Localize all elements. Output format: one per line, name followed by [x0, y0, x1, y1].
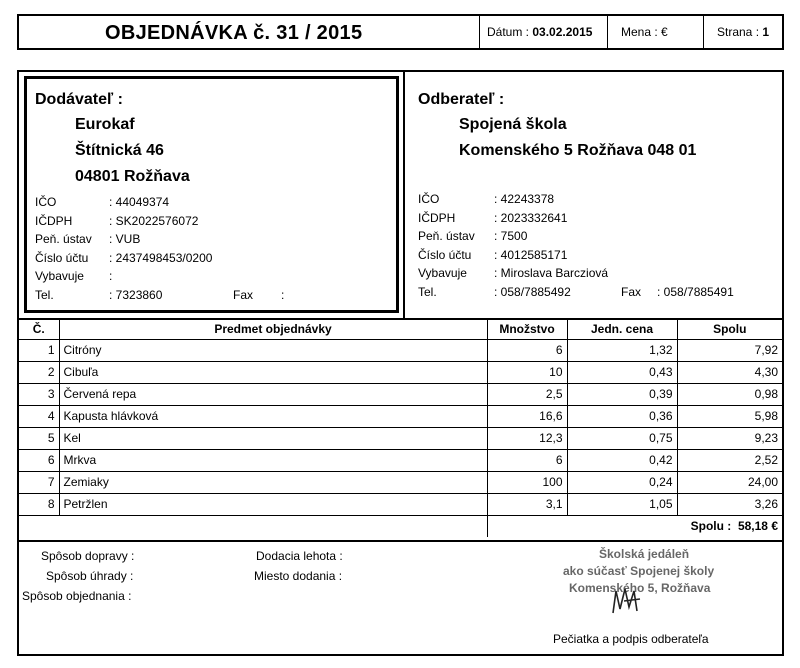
row-number: 6: [19, 449, 59, 471]
col-qty-header: Množstvo: [487, 320, 567, 339]
row-item: Kapusta hlávková: [59, 405, 487, 427]
row-item: Kel: [59, 427, 487, 449]
supplier-phone-value: : 7323860: [109, 287, 163, 302]
supplier-street: Štítnická 46: [75, 142, 164, 159]
supplier-contact-value: :: [109, 269, 113, 283]
row-total: 24,00: [677, 471, 782, 493]
customer-account-value: : 4012585171: [494, 247, 568, 262]
row-item: Citróny: [59, 339, 487, 361]
row-total: 0,98: [677, 383, 782, 405]
payment-label: Spôsob úhrady :: [46, 569, 134, 583]
table-header-row: [19, 320, 782, 339]
row-qty: 100: [487, 471, 567, 493]
sum-value: 58,18 €: [737, 519, 778, 534]
row-price: 0,43: [567, 361, 677, 383]
row-number: 8: [19, 493, 59, 515]
supplier-ico-value: : 44049374: [109, 195, 170, 209]
row-number: 4: [19, 405, 59, 427]
row-price: 0,24: [567, 471, 677, 493]
table-row: [19, 339, 782, 361]
row-qty: 12,3: [487, 427, 567, 449]
signature-icon: [610, 583, 650, 617]
row-total: 2,52: [677, 449, 782, 471]
supplier-icdph-label: IČDPH: [35, 213, 73, 228]
supplier-account-value: : 2437498453/0200: [109, 250, 213, 265]
customer-account-label: Číslo účtu: [418, 247, 472, 262]
stamp-line-2: ako súčasť Spojenej školy: [563, 564, 715, 578]
supplier-ico-label: IČO: [35, 195, 57, 209]
row-price: 1,05: [567, 493, 677, 515]
signature-label: Pečiatka a podpis odberateľa: [553, 632, 709, 646]
ordering-label: Spôsob objednania :: [22, 589, 132, 603]
supplier-label: Dodávateľ :: [35, 91, 123, 108]
row-qty: 16,6: [487, 405, 567, 427]
supplier-bank-label: Peň. ústav: [35, 232, 92, 246]
date-label: Dátum :: [487, 25, 530, 39]
customer-name: Spojená škola: [459, 116, 567, 133]
table-row: [19, 427, 782, 449]
row-number: 1: [19, 339, 59, 361]
customer-label: Odberateľ :: [418, 91, 505, 108]
row-qty: 6: [487, 449, 567, 471]
page-value: 1: [762, 25, 770, 39]
row-item: Červená repa: [59, 383, 487, 405]
row-total: 7,92: [677, 339, 782, 361]
table-row: [19, 383, 782, 405]
supplier-name: Eurokaf: [75, 116, 135, 133]
customer-contact-value: : Miroslava Barcziová: [494, 266, 609, 280]
row-item: Zemiaky: [59, 471, 487, 493]
currency-label: Mena :: [621, 25, 658, 39]
row-number: 3: [19, 383, 59, 405]
row-price: 1,32: [567, 339, 677, 361]
row-price: 0,75: [567, 427, 677, 449]
customer-bank-value: : 7500: [494, 229, 528, 243]
customer-ico-value: : 42243378: [494, 192, 555, 206]
row-item: Petržlen: [59, 493, 487, 515]
supplier-phone-label: Tel.: [35, 287, 54, 302]
customer-section: [404, 76, 782, 313]
row-price: 0,36: [567, 405, 677, 427]
customer-bank-label: Peň. ústav: [418, 229, 475, 243]
items-table: [19, 320, 782, 537]
table-row: [19, 405, 782, 427]
row-number: 5: [19, 427, 59, 449]
customer-address: Komenského 5 Rožňava 048 01: [459, 142, 697, 159]
supplier-box: [24, 76, 399, 313]
col-item-header: Predmet objednávky: [59, 320, 487, 339]
row-total: 9,23: [677, 427, 782, 449]
customer-icdph-value: : 2023332641: [494, 210, 568, 225]
row-qty: 6: [487, 339, 567, 361]
supplier-contact-label: Vybavuje: [35, 269, 84, 283]
customer-contact-label: Vybavuje: [418, 266, 467, 280]
row-total: 3,26: [677, 493, 782, 515]
customer-ico-label: IČO: [418, 192, 440, 206]
supplier-icdph-value: : SK2022576072: [109, 213, 199, 228]
header-bar: [17, 14, 784, 50]
sum-row: [19, 515, 782, 537]
page-label: Strana :: [717, 25, 760, 39]
row-total: 5,98: [677, 405, 782, 427]
col-total-header: Spolu: [677, 320, 782, 339]
sum-label: Spolu :: [690, 519, 732, 534]
currency-field: [621, 16, 668, 48]
school-stamp: [555, 545, 765, 605]
supplier-fax-value: :: [281, 287, 285, 302]
date-field: [487, 16, 592, 48]
page-title: OBJEDNÁVKA č. 31 / 2015: [105, 22, 363, 44]
supplier-bank-value: : VUB: [109, 232, 141, 246]
row-qty: 3,1: [487, 493, 567, 515]
stamp-line-1: Školská jedáleň: [599, 547, 690, 561]
row-total: 4,30: [677, 361, 782, 383]
page-number-field: [717, 16, 769, 48]
transport-label: Spôsob dopravy :: [41, 549, 135, 563]
row-qty: 10: [487, 361, 567, 383]
table-row: [19, 493, 782, 515]
date-value: 03.02.2015: [532, 25, 593, 39]
row-number: 2: [19, 361, 59, 383]
row-price: 0,42: [567, 449, 677, 471]
col-number-header: Č.: [19, 320, 59, 339]
supplier-account-label: Číslo účtu: [35, 250, 89, 265]
customer-icdph-label: IČDPH: [418, 210, 456, 225]
customer-phone-label: Tel.: [418, 284, 437, 299]
currency-value: €: [661, 25, 668, 39]
supplier-fields: [35, 195, 395, 306]
row-item: Mrkva: [59, 449, 487, 471]
col-price-header: Jedn. cena: [567, 320, 677, 339]
table-row: [19, 471, 782, 493]
sum-cell: [487, 515, 782, 537]
supplier-fax-label: Fax: [233, 287, 254, 302]
stamp-line-3: Komenského 5, Rožňava: [569, 581, 711, 595]
delivery-place-label: Miesto dodania :: [254, 569, 343, 583]
customer-fax-label: Fax: [621, 284, 642, 299]
table-row: [19, 449, 782, 471]
delivery-time-label: Dodacia lehota :: [256, 549, 343, 563]
customer-fax-value: : 058/7885491: [657, 284, 734, 299]
row-qty: 2,5: [487, 383, 567, 405]
row-number: 7: [19, 471, 59, 493]
row-price: 0,39: [567, 383, 677, 405]
customer-phone-value: : 058/7885492: [494, 284, 571, 299]
row-item: Cibuľa: [59, 361, 487, 383]
supplier-city: 04801 Rožňava: [75, 168, 190, 185]
customer-fields: [418, 192, 778, 303]
table-row: [19, 361, 782, 383]
